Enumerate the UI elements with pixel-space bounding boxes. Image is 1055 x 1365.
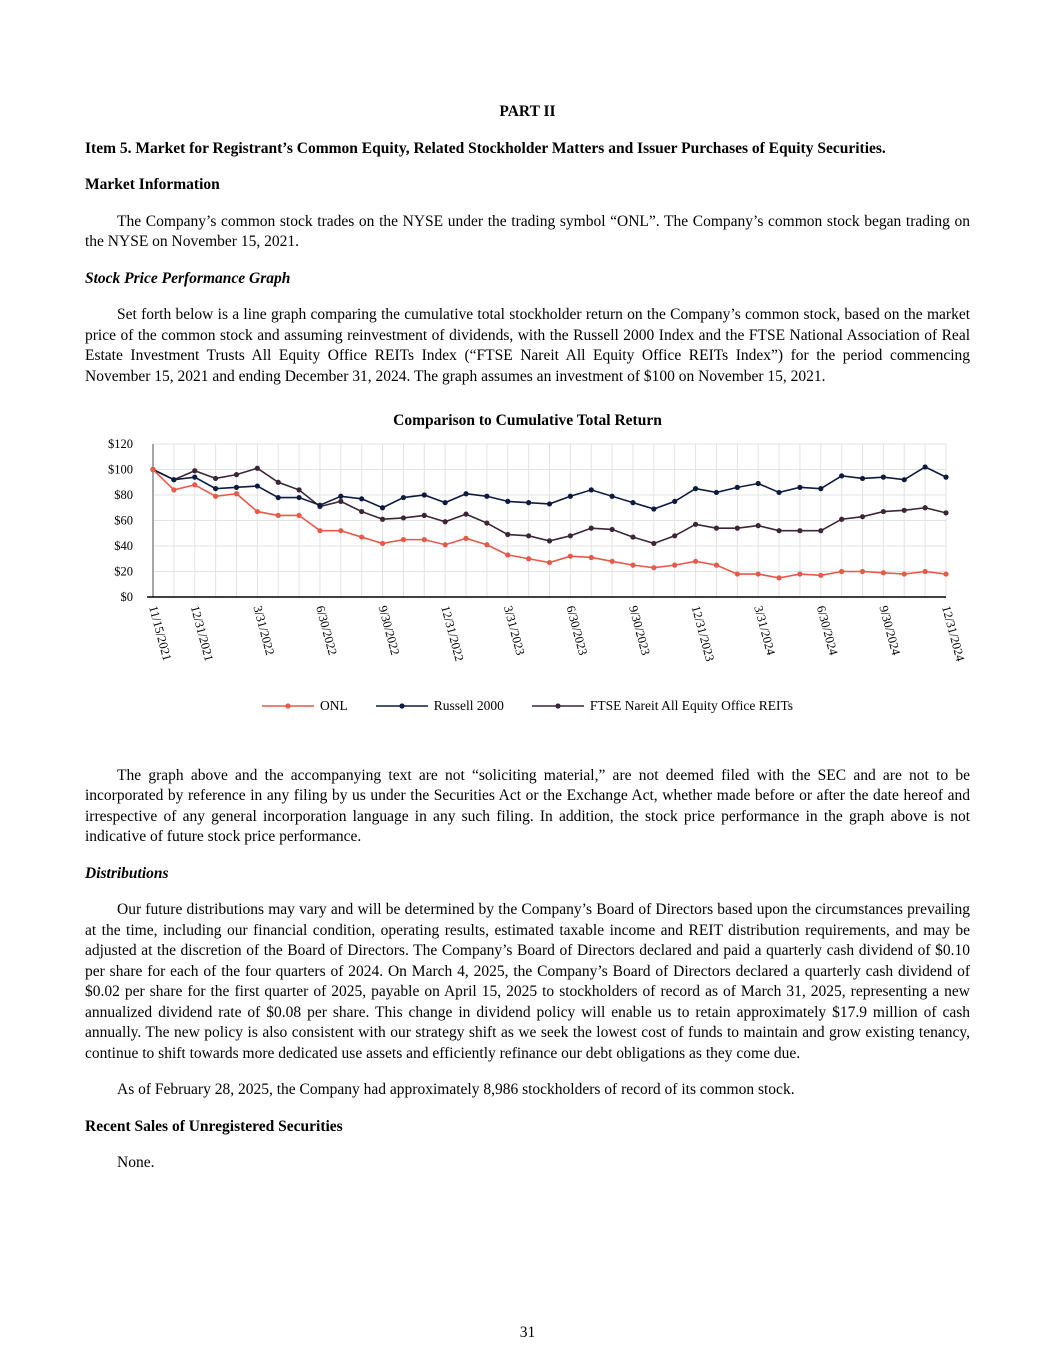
x-tick-label: 11/15/2021 (146, 603, 175, 662)
data-point (338, 528, 343, 533)
data-point (797, 484, 802, 489)
data-point (547, 559, 552, 564)
data-point (338, 498, 343, 503)
legend-label: FTSE Nareit All Equity Office REITs (589, 697, 794, 713)
data-point (255, 483, 260, 488)
data-point (338, 493, 343, 498)
y-tick-label: $100 (108, 462, 133, 476)
data-point (463, 535, 468, 540)
data-point (943, 571, 948, 576)
data-point (422, 537, 427, 542)
data-point (881, 474, 886, 479)
document-page (85, 102, 970, 1174)
data-point (568, 553, 573, 558)
data-point (192, 474, 197, 479)
data-point (630, 534, 635, 539)
data-point (276, 512, 281, 517)
data-point (380, 516, 385, 521)
data-point (213, 486, 218, 491)
data-point (192, 468, 197, 473)
data-point (401, 515, 406, 520)
data-point (589, 487, 594, 492)
data-point (484, 542, 489, 547)
data-point (463, 511, 468, 516)
data-point (735, 571, 740, 576)
legend-line-marker-icon (376, 701, 428, 711)
data-point (192, 482, 197, 487)
data-point (756, 571, 761, 576)
data-point (359, 534, 364, 539)
data-point (630, 562, 635, 567)
data-point (568, 493, 573, 498)
data-point (735, 525, 740, 530)
item5-title: Item 5. Market for Registrant’s Common Equity, Related Stockholder Matters and Issuer Purchases of Equity Securities. (85, 139, 886, 157)
data-point (359, 508, 364, 513)
data-point (296, 512, 301, 517)
data-point (276, 479, 281, 484)
data-point (422, 492, 427, 497)
data-point (463, 491, 468, 496)
data-point (526, 556, 531, 561)
data-point (505, 552, 510, 557)
x-tick-label: 3/31/2023 (500, 603, 528, 657)
data-point (380, 540, 385, 545)
data-point (923, 505, 928, 510)
data-point (818, 572, 823, 577)
data-point (443, 519, 448, 524)
data-point (923, 568, 928, 573)
data-point (296, 487, 301, 492)
y-tick-label: $80 (114, 487, 133, 502)
x-tick-label: 12/31/2024 (939, 603, 968, 663)
distributions-heading: Distributions (85, 864, 169, 882)
data-point (839, 568, 844, 573)
data-point (693, 521, 698, 526)
page-number: 31 (519, 1324, 536, 1341)
legend-item (376, 696, 504, 717)
data-point (296, 494, 301, 499)
y-tick-label: $0 (120, 589, 133, 604)
data-point (902, 477, 907, 482)
x-tick-label: 12/31/2023 (688, 603, 717, 663)
data-point (568, 533, 573, 538)
data-point (672, 498, 677, 503)
data-point (610, 493, 615, 498)
data-point (672, 562, 677, 567)
data-point (234, 472, 239, 477)
performance-body: Set forth below is a line graph comparing the cumulative total stockholder return on the Company’s common stock, based on the market price of the common stock and assuming reinvestment of dividends, with the Russell 2000 Index and the FTSE National Association of Real Estate Investment Trusts All Equity Office REITs Index (“FTSE Nareit All Equity Office REITs Index”) for the period commencing November 15, 2021 and ending December 31, 2024. The graph assumes an investment of $100 on November 15, 2021. (85, 306, 970, 385)
data-point (401, 537, 406, 542)
performance-heading: Stock Price Performance Graph (85, 269, 291, 287)
data-point (234, 484, 239, 489)
data-point (693, 558, 698, 563)
x-tick-label: 3/31/2022 (250, 603, 278, 657)
x-tick-label: 9/30/2022 (375, 603, 403, 657)
chart-title: Comparison to Cumulative Total Return (393, 412, 662, 429)
data-point (359, 496, 364, 501)
data-point (860, 568, 865, 573)
legend-item (262, 696, 348, 717)
market-info-body: The Company’s common stock trades on the NYSE under the trading symbol “ONL”. The Company’s common stock began trading on the NYSE on November 15, 2021. (85, 212, 970, 250)
data-point (443, 542, 448, 547)
legend-line-marker-icon (262, 701, 314, 711)
data-point (484, 520, 489, 525)
data-point (171, 487, 176, 492)
data-point (672, 533, 677, 538)
data-point (923, 464, 928, 469)
data-point (818, 486, 823, 491)
legend-label: ONL (319, 697, 348, 713)
data-point (881, 508, 886, 513)
data-point (505, 498, 510, 503)
data-point (881, 570, 886, 575)
market-info-heading: Market Information (85, 176, 220, 193)
data-point (818, 528, 823, 533)
legend-item (532, 696, 793, 717)
data-point (860, 475, 865, 480)
distributions-body: Our future distributions may vary and will be determined by the Company’s Board of Directors based upon the circumstances prevailing at the time, including our financial condition, operating results, estimated taxable income and REIT distribution requirements, and may be adjusted at the discretion of the Board of Directors. The Company’s Board of Directors declared and paid a quarterly cash dividend of $0.10 per share for each of the four quarters of 2024. On March 4, 2025, the Company’s Board of Directors declared a quarterly cash dividend of $0.02 per share for the first quarter of 2025, payable on April 15, 2025 to stockholders of record as of March 31, 2025, representing a new annualized dividend rate of $0.08 per share. This change in dividend policy will enable us to retain approximately $17.9 million of cash annually. The new policy is also consistent with our strategy shift as we seek the lowest cost of funds to maintain and grow existing tenancy, continue to shift towards more dedicated use assets and efficiently refinance our debt obligations as they come due. (85, 901, 970, 1062)
data-point (526, 533, 531, 538)
data-point (651, 565, 656, 570)
data-point (943, 474, 948, 479)
data-point (902, 571, 907, 576)
data-point (797, 571, 802, 576)
data-point (776, 489, 781, 494)
recent-sales-heading: Recent Sales of Unregistered Securities (85, 1117, 343, 1135)
data-point (255, 508, 260, 513)
data-point (714, 489, 719, 494)
data-point (610, 526, 615, 531)
data-point (526, 500, 531, 505)
x-tick-label: 6/30/2023 (563, 603, 591, 657)
data-point (213, 493, 218, 498)
data-point (317, 528, 322, 533)
x-tick-label: 12/31/2022 (438, 603, 467, 663)
data-point (276, 494, 281, 499)
data-point (589, 525, 594, 530)
data-point (547, 501, 552, 506)
x-tick-label: 6/30/2022 (313, 603, 340, 657)
data-point (693, 486, 698, 491)
data-point (943, 510, 948, 515)
recent-sales-body: None. (117, 1154, 155, 1171)
y-tick-label: $20 (114, 564, 133, 578)
x-tick-label: 9/30/2024 (876, 603, 904, 657)
data-point (150, 466, 155, 471)
data-point (380, 505, 385, 510)
data-point (422, 512, 427, 517)
data-point (255, 465, 260, 470)
chart-plot (85, 432, 970, 692)
x-tick-label: 3/31/2024 (751, 603, 778, 657)
data-point (443, 500, 448, 505)
data-point (630, 500, 635, 505)
data-point (756, 523, 761, 528)
data-point (651, 540, 656, 545)
data-point (756, 480, 761, 485)
x-tick-label: 6/30/2024 (813, 603, 841, 657)
data-point (401, 494, 406, 499)
y-tick-label: $120 (108, 436, 133, 451)
part-heading: PART II (499, 103, 556, 120)
data-point (651, 506, 656, 511)
data-point (589, 554, 594, 559)
line-chart (85, 432, 970, 752)
data-point (317, 502, 322, 507)
data-point (839, 516, 844, 521)
data-point (234, 491, 239, 496)
chart-legend (85, 696, 970, 717)
y-tick-label: $40 (114, 538, 133, 553)
data-point (902, 507, 907, 512)
data-point (505, 531, 510, 536)
data-point (547, 538, 552, 543)
data-point (171, 477, 176, 482)
disclaimer-body: The graph above and the accompanying text are not “soliciting material,” are not deemed filed with the SEC and are not to be incorporated by reference in any filing by us under the Securities Act or the Exchange Act, whether made before or after the date hereof and irrespective of any general incorporation language in any such filing. In addition, the stock price performance in the graph above is not indicative of future stock price performance. (85, 766, 970, 845)
data-point (714, 525, 719, 530)
data-point (610, 558, 615, 563)
data-point (735, 484, 740, 489)
data-point (839, 473, 844, 478)
data-point (797, 528, 802, 533)
data-point (714, 562, 719, 567)
y-tick-label: $60 (114, 513, 133, 527)
data-point (776, 575, 781, 580)
legend-label: Russell 2000 (433, 697, 504, 713)
data-point (776, 528, 781, 533)
data-point (484, 493, 489, 498)
data-point (213, 475, 218, 480)
x-tick-label: 12/31/2021 (187, 603, 217, 663)
data-point (860, 514, 865, 519)
holders-body: As of February 28, 2025, the Company had approximately 8,986 stockholders of record of its common stock. (117, 1081, 795, 1098)
legend-line-marker-icon (532, 701, 584, 711)
x-tick-label: 9/30/2023 (626, 603, 653, 657)
